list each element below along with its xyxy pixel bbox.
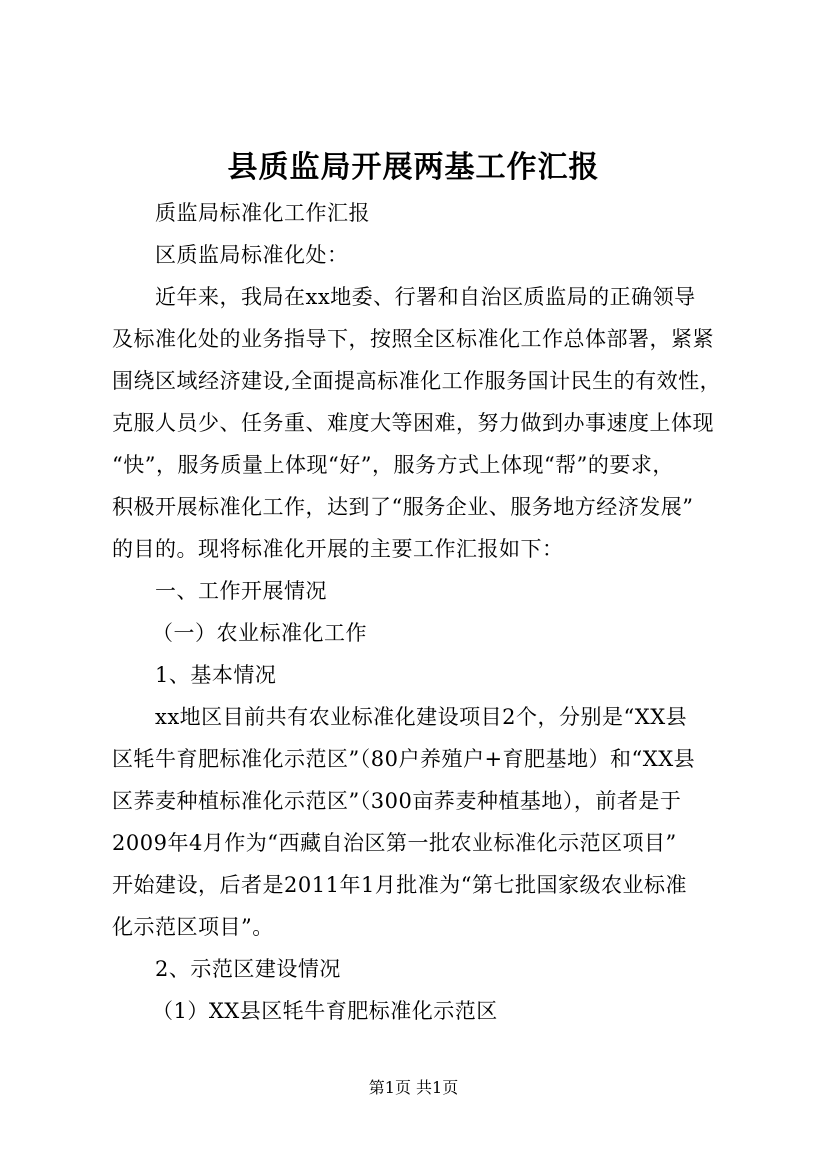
paragraph-line: 2009年4月作为“西藏自治区第一批农业标准化示范区项目” xyxy=(112,831,677,855)
document-title: 县质监局开展两基工作汇报 xyxy=(227,150,600,185)
subsection-heading: （一）农业标准化工作 xyxy=(152,621,367,645)
paragraph-line: “快”，服务质量上体现“好”，服务方式上体现“帮”的要求， xyxy=(112,453,674,477)
paragraph-line: 化示范区项目”。 xyxy=(112,915,274,939)
paragraph-line: 区牦牛育肥标准化示范区”（80户养殖户+育肥基地）和“XX县 xyxy=(112,747,696,771)
subsection-heading: 2、示范区建设情况 xyxy=(155,957,341,981)
page-footer: 第1页 共1页 xyxy=(368,1078,459,1097)
paragraph-line: 区荞麦种植标准化示范区”（300亩荞麦种植基地），前者是于 xyxy=(112,789,682,813)
paragraph-line: 克服人员少、任务重、难度大等困难，努力做到办事速度上体现 xyxy=(112,411,714,435)
paragraph-line: 区质监局标准化处： xyxy=(155,243,349,267)
subsection-heading: 1、基本情况 xyxy=(155,663,277,687)
subsection-heading: （1）XX县区牦牛育肥标准化示范区 xyxy=(152,999,498,1023)
section-heading: 一、工作开展情况 xyxy=(155,579,327,603)
paragraph-line: 近年来，我局在xx地委、行署和自治区质监局的正确领导 xyxy=(155,285,696,309)
paragraph-line: 围绕区域经济建设,全面提高标准化工作服务国计民生的有效性， xyxy=(112,369,722,393)
paragraph-line: xx地区目前共有农业标准化建设项目2个，分别是“XX县 xyxy=(155,705,688,729)
paragraph-line: 质监局标准化工作汇报 xyxy=(155,201,370,225)
paragraph-line: 积极开展标准化工作，达到了“服务企业、服务地方经济发展” xyxy=(112,495,694,519)
paragraph-line: 的目的。现将标准化开展的主要工作汇报如下： xyxy=(112,537,564,561)
paragraph-line: 开始建设，后者是2011年1月批准为“第七批国家级农业标准 xyxy=(112,873,688,897)
paragraph-line: 及标准化处的业务指导下，按照全区标准化工作总体部署，紧紧 xyxy=(112,327,714,351)
